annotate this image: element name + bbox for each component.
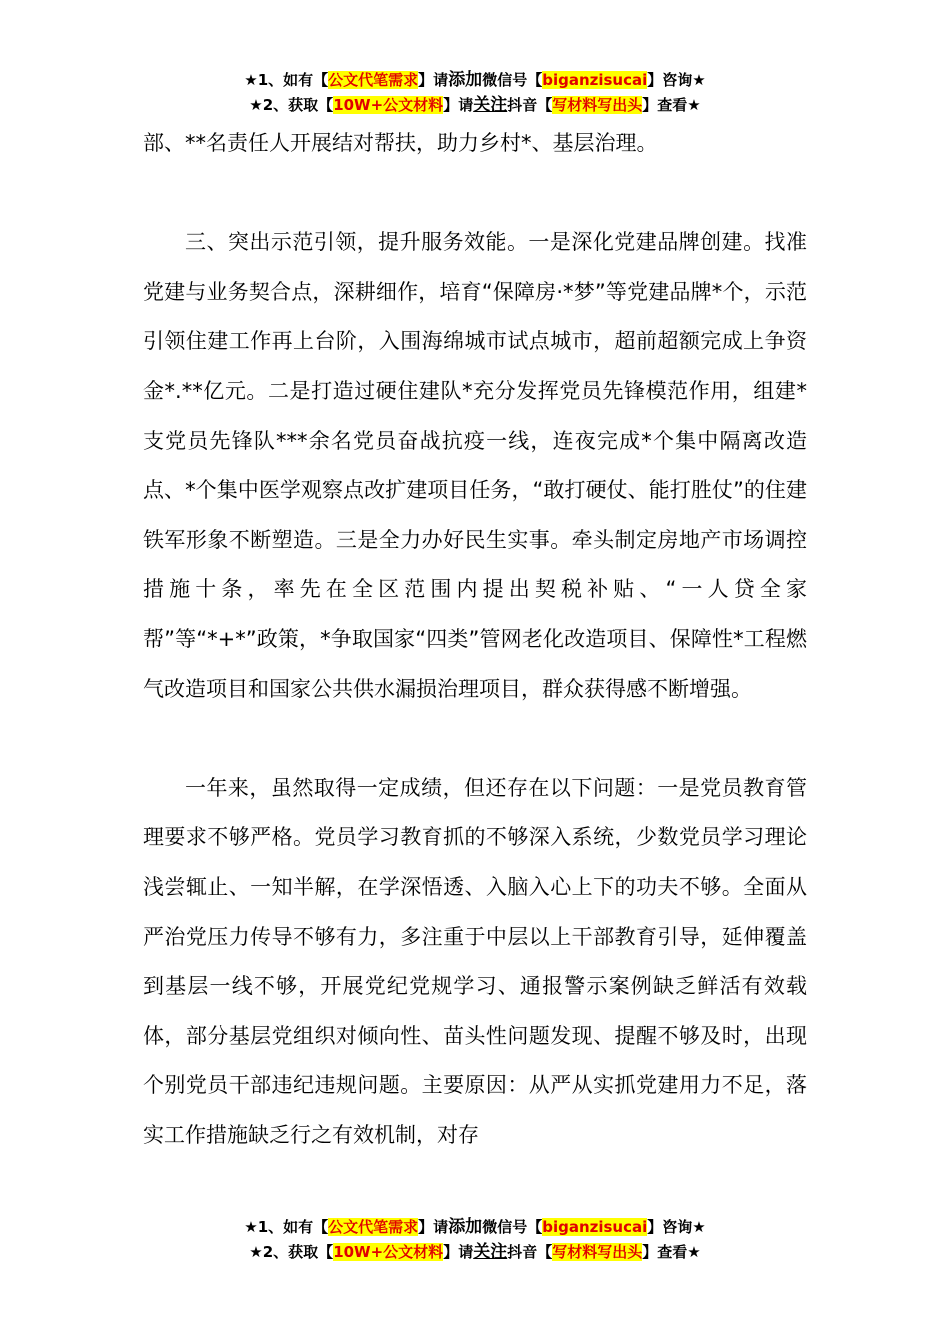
footer-promo-banner [0, 1215, 950, 1265]
document-body [143, 119, 807, 1160]
promo-highlight: biganzisucai [542, 1218, 648, 1236]
promo-line-2 [0, 1240, 950, 1265]
promo-highlight: 公文代笔需求 [328, 71, 419, 89]
paragraph-continuation: 部、**名责任人开展结对帮扶，助力乡村*、基层治理。 [143, 131, 658, 155]
promo-text: 】查看★ [642, 96, 701, 114]
promo-text: ★2、获取【 [249, 96, 334, 114]
promo-highlight: biganzisucai [542, 71, 648, 89]
promo-text: 】请 [418, 71, 449, 89]
promo-text: 】咨询★ [647, 71, 706, 89]
promo-highlight: 写材料写出头 [552, 1243, 643, 1261]
promo-highlight: 10W+公文材料 [333, 1243, 444, 1261]
promo-emphasis: 关注 [473, 1242, 508, 1262]
promo-line-2 [0, 93, 950, 118]
paragraph-section-three: 三、突出示范引领，提升服务效能。一是深化党建品牌创建。找准党建与业务契合点，深耕细作，培育“保障房·*梦”等党建品牌*个，示范引领住建工作再上台阶，入围海绵城市试点城市，超前超额完成上争资金*.**亿元。二是打造过硬住建队*充分发挥党员先锋模范作用，组建*支党员先锋队***余名党员奋战抗疫一线，连夜完成*个集中隔离改造点、*个集中医学观察点改扩建项目任务，“敢打硬仗、能打胜仗”的住建铁军形象不断塑造。三是全力办好民生实事。牵头制定房地产市场调控措施十条，率先在全区范围内提出契税补贴、“一人贷全家帮”等“*+*”政策，*争取国家“四类”管网老化改造项目、保障性*工程燃气改造项目和国家公共供水漏损治理项目，群众获得感不断增强。 [143, 230, 807, 701]
promo-highlight: 写材料写出头 [552, 96, 643, 114]
paragraph-spacer [143, 169, 807, 219]
paragraph-spacer [143, 714, 807, 764]
promo-line-1 [0, 68, 950, 93]
promo-text: 】请 [443, 96, 474, 114]
promo-emphasis: 添加 [448, 70, 483, 90]
promo-text: 】请 [443, 1243, 474, 1261]
paragraph-problems: 一年来，虽然取得一定成绩，但还存在以下问题：一是党员教育管理要求不够严格。党员学习教育抓的不够深入系统，少数党员学习理论浅尝辄止、一知半解，在学深悟透、入脑入心上下的功夫不够。全面从严治党压力传导不够有力，多注重于中层以上干部教育引导，延伸覆盖到基层一线不够，开展党纪党规学习、通报警示案例缺乏鲜活有效载体，部分基层党组织对倾向性、苗头性问题发现、提醒不够及时，出现个别党员干部违纪违规问题。主要原因：从严从实抓党建用力不足，落实工作措施缺乏行之有效机制，对存 [143, 775, 807, 1147]
promo-text: 微信号【 [482, 1218, 543, 1236]
promo-highlight: 10W+公文材料 [333, 96, 444, 114]
promo-text: 抖音【 [507, 1243, 553, 1261]
promo-emphasis: 关注 [473, 95, 508, 115]
promo-text: 】咨询★ [647, 1218, 706, 1236]
promo-highlight: 公文代笔需求 [328, 1218, 419, 1236]
promo-line-1 [0, 1215, 950, 1240]
promo-text: 】查看★ [642, 1243, 701, 1261]
promo-text: 抖音【 [507, 96, 553, 114]
promo-text: ★2、获取【 [249, 1243, 334, 1261]
promo-text: ★1、如有【 [244, 1218, 329, 1236]
header-promo-banner [0, 68, 950, 118]
promo-text: 】请 [418, 1218, 449, 1236]
promo-text: 微信号【 [482, 71, 543, 89]
promo-emphasis: 添加 [448, 1217, 483, 1237]
promo-text: ★1、如有【 [244, 71, 329, 89]
